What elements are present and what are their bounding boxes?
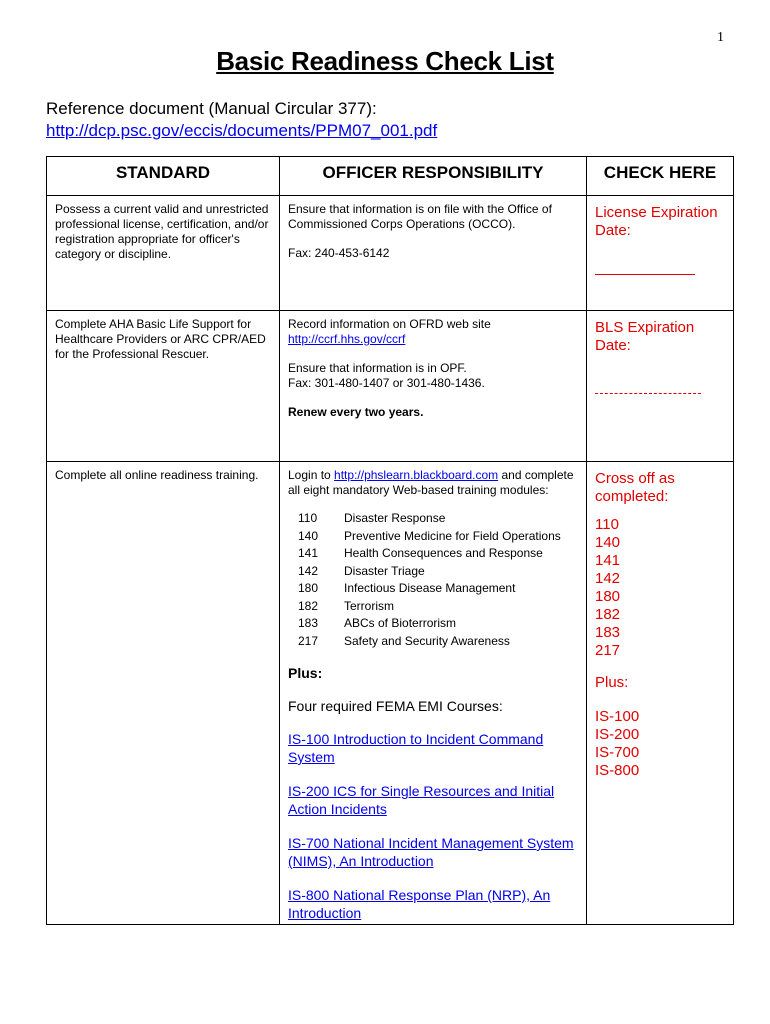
responsibility-cell	[280, 462, 587, 925]
module-item	[298, 598, 578, 616]
module-number: 140	[298, 528, 319, 543]
module-number: 182	[298, 598, 319, 613]
is-course-code-checkbox[interactable]: IS-200	[595, 726, 640, 743]
fema-course-link[interactable]: IS-200 ICS for Single Resources and Initial Action Incidents	[288, 783, 555, 817]
module-list	[298, 510, 578, 650]
module-code-checkbox[interactable]: 217	[595, 642, 621, 659]
license-expiration-label: License Expiration Date:	[595, 204, 718, 239]
module-number: 142	[298, 563, 319, 578]
module-name: Safety and Security Awareness	[344, 633, 510, 648]
ccrf-link[interactable]: http://ccrf.hhs.gov/ccrf	[288, 332, 406, 346]
check-cell	[587, 462, 734, 925]
module-code-checkbox[interactable]: 141	[595, 552, 621, 569]
standard-cell	[47, 196, 280, 311]
check-cell	[587, 311, 734, 462]
module-number: 183	[298, 616, 319, 630]
standard-text: Complete all online readiness training.	[55, 468, 259, 482]
fema-course-link[interactable]: IS-100 Introduction to Incident Command System	[288, 731, 544, 765]
page-title: Basic Readiness Check List	[216, 46, 554, 76]
module-code-checkbox[interactable]: 142	[595, 570, 621, 587]
reference-block	[46, 98, 437, 142]
checklist-table	[46, 156, 734, 925]
module-number: 141	[298, 546, 319, 560]
reference-label: Reference document (Manual Circular 377):	[46, 99, 377, 118]
module-number: 217	[298, 633, 319, 648]
table-row	[47, 196, 734, 311]
module-item	[298, 510, 578, 528]
header-standard: STANDARD	[47, 157, 280, 196]
module-item	[298, 545, 578, 563]
is-code-list	[595, 708, 725, 780]
header-row	[47, 157, 734, 196]
header-check-here: CHECK HERE	[587, 157, 734, 196]
fema-course-link[interactable]: IS-700 National Incident Management System (NIMS), An Introduction	[288, 835, 574, 869]
responsibility-cell	[280, 311, 587, 462]
module-code-checkbox[interactable]: 140	[595, 534, 621, 551]
module-code-checkbox[interactable]: 180	[595, 588, 621, 605]
module-code-list	[595, 516, 725, 660]
bls-expiration-line[interactable]	[595, 393, 701, 394]
module-item	[298, 633, 578, 651]
module-item	[298, 615, 578, 633]
module-item	[298, 563, 578, 581]
check-cell	[587, 196, 734, 311]
check-plus-label: Plus:	[595, 674, 629, 691]
bls-expiration-label: BLS Expiration Date:	[595, 319, 695, 354]
cross-off-label: Cross off as completed:	[595, 470, 675, 505]
module-item	[298, 580, 578, 598]
standard-text: Complete AHA Basic Life Support for Healthcare Providers or ARC CPR/AED for the Professional Rescuer.	[55, 317, 266, 361]
header-officer-responsibility: OFFICER RESPONSIBILITY	[280, 157, 587, 196]
is-course-code-checkbox[interactable]: IS-700	[595, 744, 640, 761]
responsibility-text: Ensure that information is on file with the Office of Commissioned Corps Operations (OCCO).	[288, 202, 552, 231]
module-code-checkbox[interactable]: 183	[595, 624, 621, 641]
fax-text: Fax: 240-453-6142	[288, 246, 390, 260]
module-code-checkbox[interactable]: 182	[595, 606, 621, 623]
renew-note: Renew every two years.	[288, 405, 424, 419]
opf-text: Ensure that information is in OPF.	[288, 361, 467, 375]
reference-link[interactable]: http://dcp.psc.gov/eccis/documents/PPM07_001.pdf	[46, 121, 438, 140]
page-number: 1	[717, 30, 724, 45]
is-course-code-checkbox[interactable]: IS-800	[595, 762, 640, 779]
fema-course-link[interactable]: IS-800 National Response Plan (NRP), An Introduction	[288, 887, 551, 921]
module-code-checkbox[interactable]: 110	[595, 516, 619, 533]
course-list	[288, 730, 578, 922]
phslearn-link[interactable]: http://phslearn.blackboard.com	[334, 468, 499, 482]
module-name: Health Consequences and Response	[344, 546, 543, 560]
module-number: 180	[298, 581, 319, 595]
standard-cell	[47, 311, 280, 462]
fema-courses-label: Four required FEMA EMI Courses:	[288, 698, 503, 714]
module-name: Preventive Medicine for Field Operations	[344, 528, 561, 543]
module-item	[298, 528, 578, 546]
standard-cell	[47, 462, 280, 925]
table-row	[47, 311, 734, 462]
responsibility-cell	[280, 196, 587, 311]
plus-label: Plus:	[288, 665, 323, 681]
module-name: Infectious Disease Management	[344, 581, 516, 595]
fax-text: Fax: 301-480-1407 or 301-480-1436.	[288, 376, 485, 390]
responsibility-text: Record information on OFRD web site	[288, 317, 491, 331]
is-course-code-checkbox[interactable]: IS-100	[595, 708, 640, 725]
table-row	[47, 462, 734, 925]
module-number: 110	[298, 511, 318, 525]
module-name: Terrorism	[344, 598, 394, 613]
module-name: Disaster Response	[344, 511, 446, 525]
login-text: Login to http://phslearn.blackboard.com and complete all eight mandatory Web-based training modules:	[288, 468, 574, 497]
license-expiration-line[interactable]	[595, 274, 695, 275]
module-name: ABCs of Bioterrorism	[344, 616, 457, 630]
standard-text: Possess a current valid and unrestricted professional license, certification, and/or registration appropriate for officer's category or discipline.	[55, 202, 269, 261]
module-name: Disaster Triage	[344, 563, 425, 578]
